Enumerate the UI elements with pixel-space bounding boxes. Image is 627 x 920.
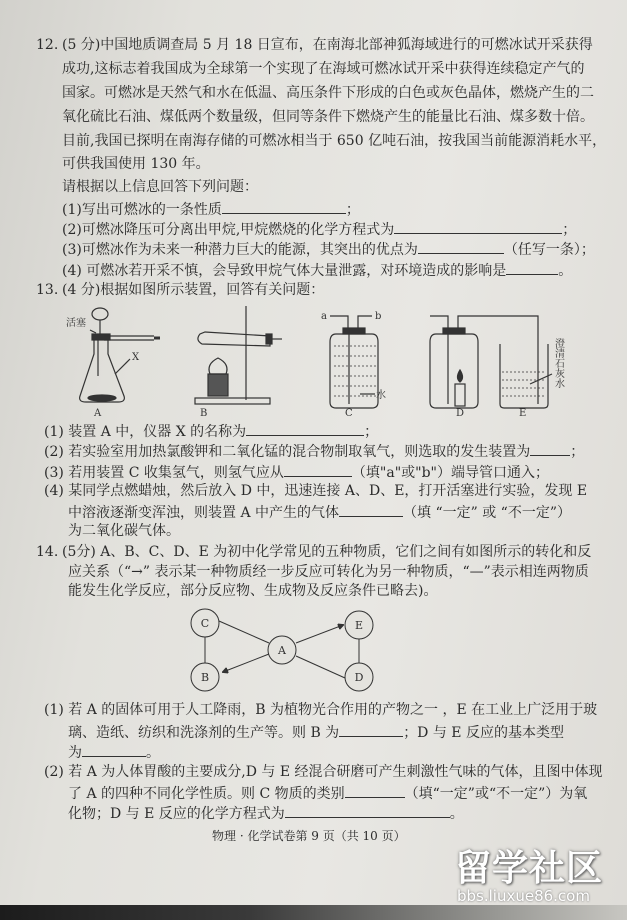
- q14-sub2-text3: 化物；D 与 E 反应的化学方程式为: [68, 806, 285, 822]
- answer-blank[interactable]: [339, 722, 403, 737]
- q12-sub3: [62, 239, 595, 259]
- q14-sub2-line: [68, 783, 587, 803]
- page-footer: 物理 · 化学试卷第 9 页（共 10 页）: [212, 829, 406, 843]
- apparatus-a-flask: [80, 308, 160, 402]
- watermark-url: bbs.liuxue86.com: [457, 887, 590, 905]
- edge-a-e: [296, 625, 343, 643]
- label-b: B: [200, 408, 208, 419]
- q12-line: 氧化硫比石油、煤低两个数量级，但同等条件下燃烧产生的能量比石油、煤多数十倍。: [62, 109, 594, 125]
- q14-sub2-text: 了 A 的四种不同化学性质。则 C 物质的类别: [68, 786, 345, 802]
- q14-sub1-line: [68, 722, 564, 742]
- node-d-label: D: [354, 671, 364, 684]
- q13-sub2-text: (2) 若实验室用加热氯酸钾和二氧化锰的混合物制取氧气，则选取的发生装置为: [44, 444, 531, 460]
- relation-diagram: [150, 602, 450, 698]
- q13-sub1-end: ；: [364, 424, 379, 440]
- answer-blank[interactable]: [394, 219, 562, 234]
- label-d: D: [456, 408, 465, 419]
- q12-sub2: [62, 219, 576, 239]
- q12-sub1: [62, 199, 360, 219]
- label-stopcock: 活塞: [66, 318, 86, 329]
- edge-c-a: [219, 621, 269, 643]
- label-e: E: [519, 408, 527, 419]
- q13-title: (4 分)根据如图所示装置，回答有关问题：: [62, 282, 325, 298]
- q14-sub2-line: [68, 803, 464, 823]
- q14-sub1-end: 。: [146, 745, 160, 761]
- q13-sub4-text: 中溶液逐渐变浑浊，则装置 A 中产生的气体: [68, 505, 340, 521]
- q12-sub1-text: (1)写出可燃冰的一条性质: [62, 202, 222, 218]
- q12-sub3-text: (3)可燃冰作为未来一种潜力巨大的能源，其突出的优点为: [62, 242, 418, 258]
- q13-sub4-end: （填 “一定” 或 “不一定”）: [403, 505, 571, 521]
- desk-background: [0, 905, 627, 920]
- node-c-label: C: [200, 617, 210, 630]
- q14-sub2-mid: （填“一定”或“不一定”）为氧: [404, 786, 588, 802]
- answer-blank[interactable]: [345, 783, 405, 798]
- q12-sub4: [62, 260, 572, 280]
- q12-number: 12.: [36, 37, 59, 53]
- watermark-logo: [455, 850, 615, 906]
- q12-prompt: 请根据以上信息回答下列问题：: [62, 179, 258, 195]
- q13-sub1-text: (1) 装置 A 中，仪器 X 的名称为: [44, 424, 247, 440]
- q13-sub1: [44, 421, 378, 441]
- q13-sub4-line: (4) 某同学点燃蜡烛，然后放入 D 中，迅速连接 A、D、E，打开活塞进行实验，发现 E: [44, 483, 588, 499]
- node-b-label: B: [200, 671, 210, 684]
- q12-line: 成功,这标志着我国成为全球第一个实现了在海域可燃冰试开采中获得连续稳定产气的: [62, 61, 585, 77]
- answer-blank[interactable]: [222, 199, 346, 214]
- label-x: X: [132, 352, 140, 363]
- q14-number: 14.: [36, 544, 59, 560]
- q14-sub1-text: 璃、造纸、纺织和洗涤剂的生产等。则 B 为: [68, 725, 340, 741]
- q12-sub1-end: ；: [345, 202, 360, 218]
- apparatus-b-stand: [195, 306, 282, 404]
- q13-sub4-line: 为二氧化碳气体。: [68, 523, 180, 539]
- label-a: A: [94, 408, 102, 419]
- q14-sub2-line: (2) 若 A 为人体胃酸的主要成分,D 与 E 经混合研磨可产生刺激性气味的气体，且图中体现: [44, 764, 603, 780]
- q14-sub1-mid: ；D 与 E 反应的基本类型: [403, 725, 564, 741]
- answer-blank[interactable]: [246, 421, 364, 436]
- q13-sub3-end: （填"a"或"b"）端导管口通入；: [351, 465, 549, 481]
- answer-blank[interactable]: [506, 260, 558, 275]
- q14-sub1-line: [68, 742, 160, 762]
- edge-a-b: [223, 654, 269, 672]
- label-limewater: 澄清石灰水: [552, 338, 564, 388]
- answer-blank[interactable]: [530, 441, 570, 456]
- q13-sub3: [44, 462, 549, 482]
- q14-sub1-text3: 为: [68, 745, 82, 761]
- q13-number: 13.: [36, 282, 59, 298]
- q14-sub1-line: (1) 若 A 的固体可用于人工降雨，B 为植物光合作用的产物之一 ，E 在工业上广泛用于玻: [44, 702, 598, 718]
- q12-line: (5 分)中国地质调查局 5 月 18 日宣布，在南海北部神狐海域进行的可燃冰试开采获得: [62, 37, 593, 53]
- edge-a-d: [296, 656, 345, 678]
- q13-sub4-line: [68, 502, 571, 522]
- label-c: C: [345, 408, 353, 419]
- q14-line: 应关系（“→” 表示某一种物质经一步反应可转化为另一种物质，“—”表示相连两物质: [68, 564, 589, 580]
- apparatus-c-bottle: [330, 316, 378, 408]
- apparatus-figure: [60, 304, 570, 419]
- q13-sub3-text: (3) 若用装置 C 收集氢气，则氢气应从: [44, 465, 284, 481]
- apparatus-d-bottle: [430, 316, 538, 408]
- q12-line: 目前,我国已探明在南海存储的可燃冰相当于 650 亿吨石油，按我国当前能源消耗水平，: [62, 133, 607, 149]
- q14-line: 能发生化学反应，部分反应物、生成物及反应条件已略去)。: [68, 583, 438, 599]
- q12-sub2-text: (2)可燃冰降压可分离出甲烷,甲烷燃烧的化学方程式为: [62, 222, 395, 238]
- label-b-port: b: [375, 311, 382, 322]
- answer-blank[interactable]: [284, 462, 352, 477]
- q12-line: 可供我国使用 130 年。: [62, 156, 210, 172]
- label-water: 水: [376, 390, 386, 401]
- q12-sub4-text: (4) 可燃冰若开采不慎，会导致甲烷气体大量泄露，对环境造成的影响是: [62, 263, 507, 279]
- q12-sub4-end: 。: [558, 263, 573, 279]
- q13-sub2: [44, 441, 584, 461]
- answer-blank[interactable]: [82, 742, 146, 757]
- q12-sub2-end: ；: [562, 222, 577, 238]
- q13-sub2-end: ；: [570, 444, 585, 460]
- q12-sub3-end: （任写一条）；: [503, 242, 595, 258]
- answer-blank[interactable]: [418, 239, 504, 254]
- label-a-port: a: [321, 311, 327, 322]
- watermark-title: 留学社区: [455, 848, 604, 889]
- node-e-label: E: [354, 619, 364, 632]
- node-a-label: A: [278, 644, 286, 657]
- q12-line: 国家。可燃冰是天然气和水在低温、高压条件下形成的白色或灰色晶体，燃烧产生的二: [62, 85, 594, 101]
- q14-line: (5分) A、B、C、D、E 为初中化学常见的五种物质，它们之间有如图所示的转化和反: [62, 544, 592, 560]
- apparatus-e-beaker: [500, 344, 552, 408]
- answer-blank[interactable]: [339, 502, 403, 517]
- q14-sub2-end: 。: [449, 806, 464, 822]
- answer-blank[interactable]: [285, 803, 450, 818]
